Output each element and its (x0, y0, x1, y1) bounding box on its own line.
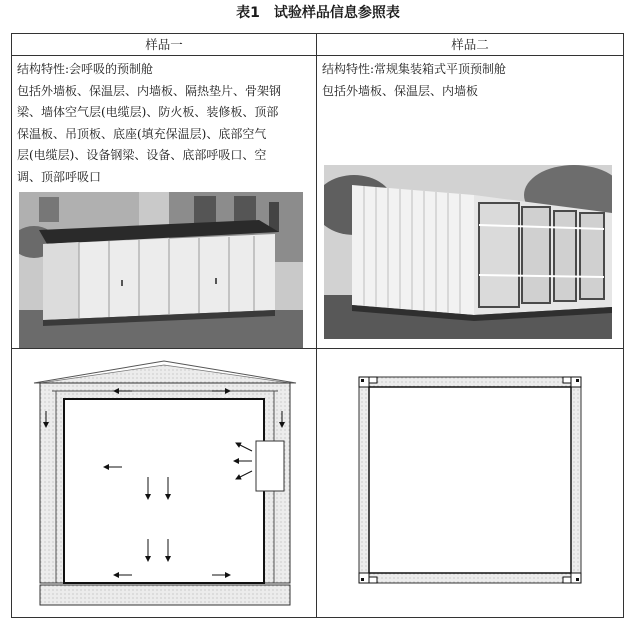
sample2-description-cell (317, 56, 624, 349)
sample2-section-diagram (317, 349, 624, 617)
sample1-section-diagram (12, 349, 317, 617)
sample2-photo (324, 165, 612, 339)
col-header-sample1: 样品一 (12, 34, 317, 56)
sample1-text (12, 56, 316, 188)
sample1-components-line: 层(电缆层)、设备钢梁、设备、底部呼吸口、空 (17, 148, 267, 162)
sample2-text (317, 56, 623, 102)
sample1-components-line: 梁、墙体空气层(电缆层)、防火板、装修板、顶部 (17, 105, 279, 119)
row-diagram (12, 349, 624, 618)
sample-info-table (11, 33, 624, 618)
sample1-description-cell (12, 56, 317, 349)
table-caption: 表1 试验样品信息参照表 (236, 5, 400, 21)
sample1-components-line: 包括外墙板、保温层、内墙板、隔热垫片、骨架钢 (17, 83, 282, 98)
sample1-photo (19, 192, 303, 348)
sample1-diagram-cell (12, 349, 317, 618)
col-header-sample2: 样品二 (317, 34, 624, 56)
sample2-structure: 结构特性:常规集装箱式平顶预制舱 (322, 62, 507, 76)
sample2-components-line: 包括外墙板、保温层、内墙板 (322, 83, 479, 98)
sample2-diagram-cell (317, 349, 624, 618)
header-row (12, 34, 624, 56)
sample1-structure: 结构特性:会呼吸的预制舱 (17, 62, 154, 76)
sample1-components-line: 调、顶部呼吸口 (17, 169, 102, 184)
row-description (12, 56, 624, 349)
sample1-components-line: 保温板、吊顶板、底座(填充保温层)、底部空气 (17, 126, 267, 141)
